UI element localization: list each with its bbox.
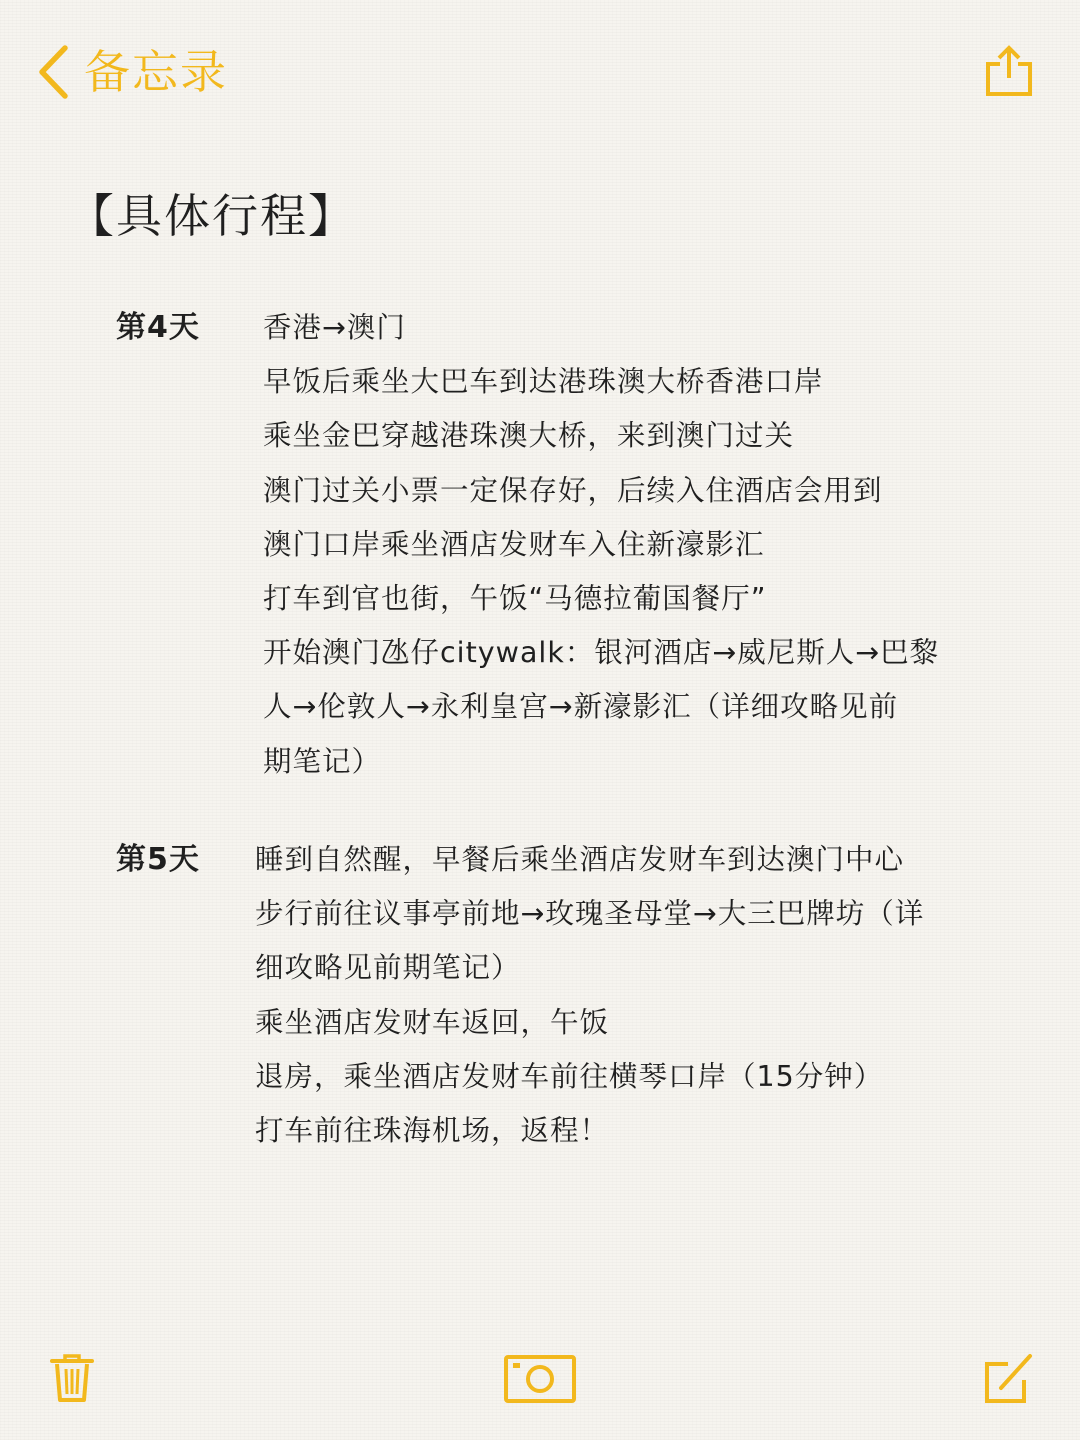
back-button[interactable] [36, 40, 228, 104]
itinerary-line: 退房，乘坐酒店发财车前往横琴口岸（15分钟） [255, 1059, 884, 1093]
itinerary-line: 开始澳门氹仔citywalk：银河酒店→威尼斯人→巴黎 [263, 636, 940, 670]
day-5-label: 第5天 [116, 842, 200, 877]
itinerary-line: 睡到自然醒，早餐后乘坐酒店发财车到达澳门中心 [255, 843, 905, 876]
chevron-left-icon [36, 44, 70, 100]
compose-icon [984, 1352, 1034, 1404]
camera-icon [504, 1354, 576, 1404]
compose-button[interactable] [984, 1352, 1034, 1404]
share-icon [982, 85, 1036, 104]
camera-button[interactable] [504, 1354, 576, 1404]
note-title: 【具体行程】 [68, 189, 356, 243]
share-button[interactable] [982, 44, 1036, 100]
back-label: 备忘录 [84, 45, 228, 99]
itinerary-line: 澳门过关小票一定保存好，后续入住酒店会用到 [263, 473, 883, 507]
delete-note-button[interactable] [50, 1352, 94, 1404]
itinerary-line: 步行前往议事亭前地→玫瑰圣母堂→大三巴牌坊（详 [255, 897, 925, 931]
itinerary-line: 早饭后乘坐大巴车到达港珠澳大桥香港口岸 [263, 365, 824, 399]
itinerary-line: 乘坐酒店发财车返回，午饭 [255, 1005, 610, 1039]
itinerary-line: 期笔记） [263, 744, 382, 778]
day-4-label: 第4天 [116, 310, 200, 345]
itinerary-line: 细攻略见前期笔记） [255, 951, 521, 985]
itinerary-line: 打车前往珠海机场，返程！ [255, 1114, 610, 1148]
itinerary-line: 乘坐金巴穿越港珠澳大桥，来到澳门过关 [263, 419, 795, 453]
itinerary-line: 打车到官也街，午饭“马德拉葡国餐厅” [263, 582, 767, 616]
trash-icon [50, 1352, 94, 1404]
itinerary-line: 澳门口岸乘坐酒店发财车入住新濠影汇 [263, 527, 765, 561]
itinerary-line: 香港→澳门 [263, 311, 406, 344]
day-4-itinerary [263, 301, 939, 789]
day-5-itinerary [255, 833, 924, 1158]
itinerary-line: 人→伦敦人→永利皇宫→新濠影汇（详细攻略见前 [263, 690, 899, 724]
